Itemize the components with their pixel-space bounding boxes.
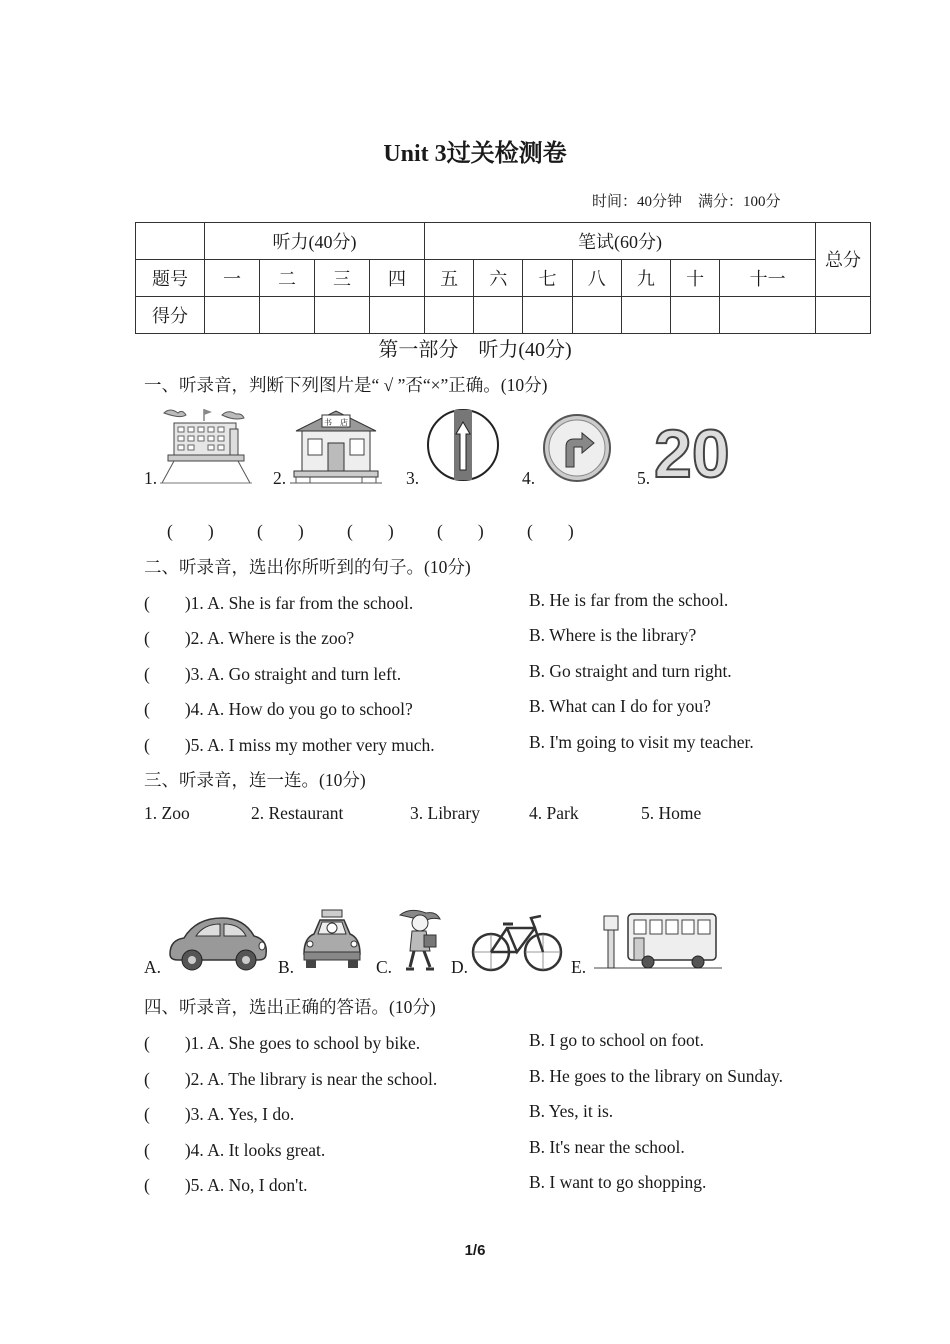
row-label-number: 题号 (136, 260, 205, 297)
q-number: 十 (671, 260, 720, 297)
score-table (135, 222, 871, 334)
answer-paren[interactable]: ( ) (347, 521, 394, 541)
question-option-b: B. I go to school on foot. (529, 1030, 704, 1050)
score-cell[interactable] (260, 297, 315, 334)
score-cell[interactable] (816, 297, 871, 334)
question-option-a: ( )5. A. I miss my mother very much. (144, 735, 435, 755)
pic-label: 4. (522, 468, 536, 488)
question-option-b: B. Where is the library? (529, 625, 697, 645)
part-one-title: 第一部分 听力(40分) (378, 339, 572, 361)
q-number: 六 (474, 260, 523, 297)
question-option-b: B. I want to go shopping. (529, 1172, 707, 1192)
walking-girl-image (396, 907, 444, 973)
question-option-b: B. Yes, it is. (529, 1101, 614, 1121)
pic-label: 2. (273, 468, 287, 488)
q-number: 八 (572, 260, 621, 297)
question-option-a: ( )5. A. No, I don't. (144, 1175, 308, 1195)
transport-label: E. (571, 957, 587, 977)
page-title: Unit 3过关检测卷 (383, 141, 567, 167)
section3-heading: 三、听录音，连一连。(10分) (144, 770, 366, 790)
place-item: 4. Park (529, 803, 579, 823)
question-option-a: ( )4. A. It looks great. (144, 1140, 326, 1160)
section4-heading: 四、听录音，选出正确的答语。(10分) (144, 997, 436, 1017)
transport-label: C. (376, 957, 393, 977)
bookstore-sign: 书 店 (324, 418, 348, 427)
score-cell[interactable] (572, 297, 621, 334)
row-label-score: 得分 (136, 297, 205, 334)
score-cell[interactable] (370, 297, 425, 334)
question-option-a: ( )3. A. Go straight and turn left. (144, 664, 402, 684)
taxi-image (298, 908, 366, 970)
question-option-b: B. What can I do for you? (529, 696, 711, 716)
school-building-image (160, 405, 252, 485)
pic-label: 3. (406, 468, 420, 488)
question-option-a: ( )2. A. The library is near the school. (144, 1069, 438, 1089)
q-number: 五 (425, 260, 474, 297)
answer-paren[interactable]: ( ) (527, 521, 574, 541)
page-number: 1/6 (464, 1242, 486, 1259)
question-option-b: B. He is far from the school. (529, 590, 729, 610)
question-option-a: ( )2. A. Where is the zoo? (144, 628, 355, 648)
place-item: 2. Restaurant (251, 803, 344, 823)
transport-label: D. (451, 957, 469, 977)
time-limit: 时间：40分钟 (592, 194, 683, 210)
turn-right-sign-image (542, 413, 612, 483)
time-info (592, 190, 797, 211)
place-item: 3. Library (410, 803, 480, 823)
question-option-a: ( )1. A. She goes to school by bike. (144, 1033, 421, 1053)
answer-paren[interactable]: ( ) (257, 521, 304, 541)
place-item: 1. Zoo (144, 803, 190, 823)
transport-label: B. (278, 957, 295, 977)
section1-heading: 一、听录音，判断下列图片是“ √ ”否“×”正确。(10分) (144, 375, 548, 395)
q-number: 七 (523, 260, 572, 297)
score-cell[interactable] (205, 297, 260, 334)
score-cell[interactable] (523, 297, 572, 334)
question-option-a: ( )4. A. How do you go to school? (144, 699, 413, 719)
transport-label: A. (144, 957, 162, 977)
score-cell[interactable] (671, 297, 720, 334)
score-cell[interactable] (425, 297, 474, 334)
pic-label: 5. (637, 468, 651, 488)
bus-stop-image (594, 910, 722, 972)
car-image (166, 912, 270, 972)
total-header: 总分 (816, 223, 871, 297)
q-number: 四 (370, 260, 425, 297)
question-option-b: B. He goes to the library on Sunday. (529, 1066, 784, 1086)
question-option-b: B. I'm going to visit my teacher. (529, 732, 754, 752)
bookstore-image (290, 407, 382, 485)
number-twenty-image (654, 415, 744, 492)
score-cell[interactable] (621, 297, 670, 334)
full-score: 满分：100分 (698, 194, 781, 210)
listening-header: 听力(40分) (205, 223, 425, 260)
question-option-a: ( )3. A. Yes, I do. (144, 1104, 295, 1124)
answer-paren[interactable]: ( ) (437, 521, 484, 541)
q-number: 一 (205, 260, 260, 297)
writing-header: 笔试(60分) (425, 223, 816, 260)
straight-sign-image (426, 408, 500, 482)
number-twenty: 20 (654, 416, 730, 492)
score-cell[interactable] (474, 297, 523, 334)
answer-paren[interactable]: ( ) (167, 521, 214, 541)
question-option-a: ( )1. A. She is far from the school. (144, 593, 414, 613)
question-option-b: B. Go straight and turn right. (529, 661, 732, 681)
section2-heading: 二、听录音，选出你所听到的句子。(10分) (144, 557, 471, 577)
pic-label: 1. (144, 468, 158, 488)
place-item: 5. Home (641, 803, 702, 823)
score-cell[interactable] (720, 297, 816, 334)
q-number: 二 (260, 260, 315, 297)
score-cell[interactable] (315, 297, 370, 334)
q-number: 十一 (720, 260, 816, 297)
bicycle-image (471, 912, 563, 972)
question-option-b: B. It's near the school. (529, 1137, 685, 1157)
q-number: 三 (315, 260, 370, 297)
q-number: 九 (621, 260, 670, 297)
